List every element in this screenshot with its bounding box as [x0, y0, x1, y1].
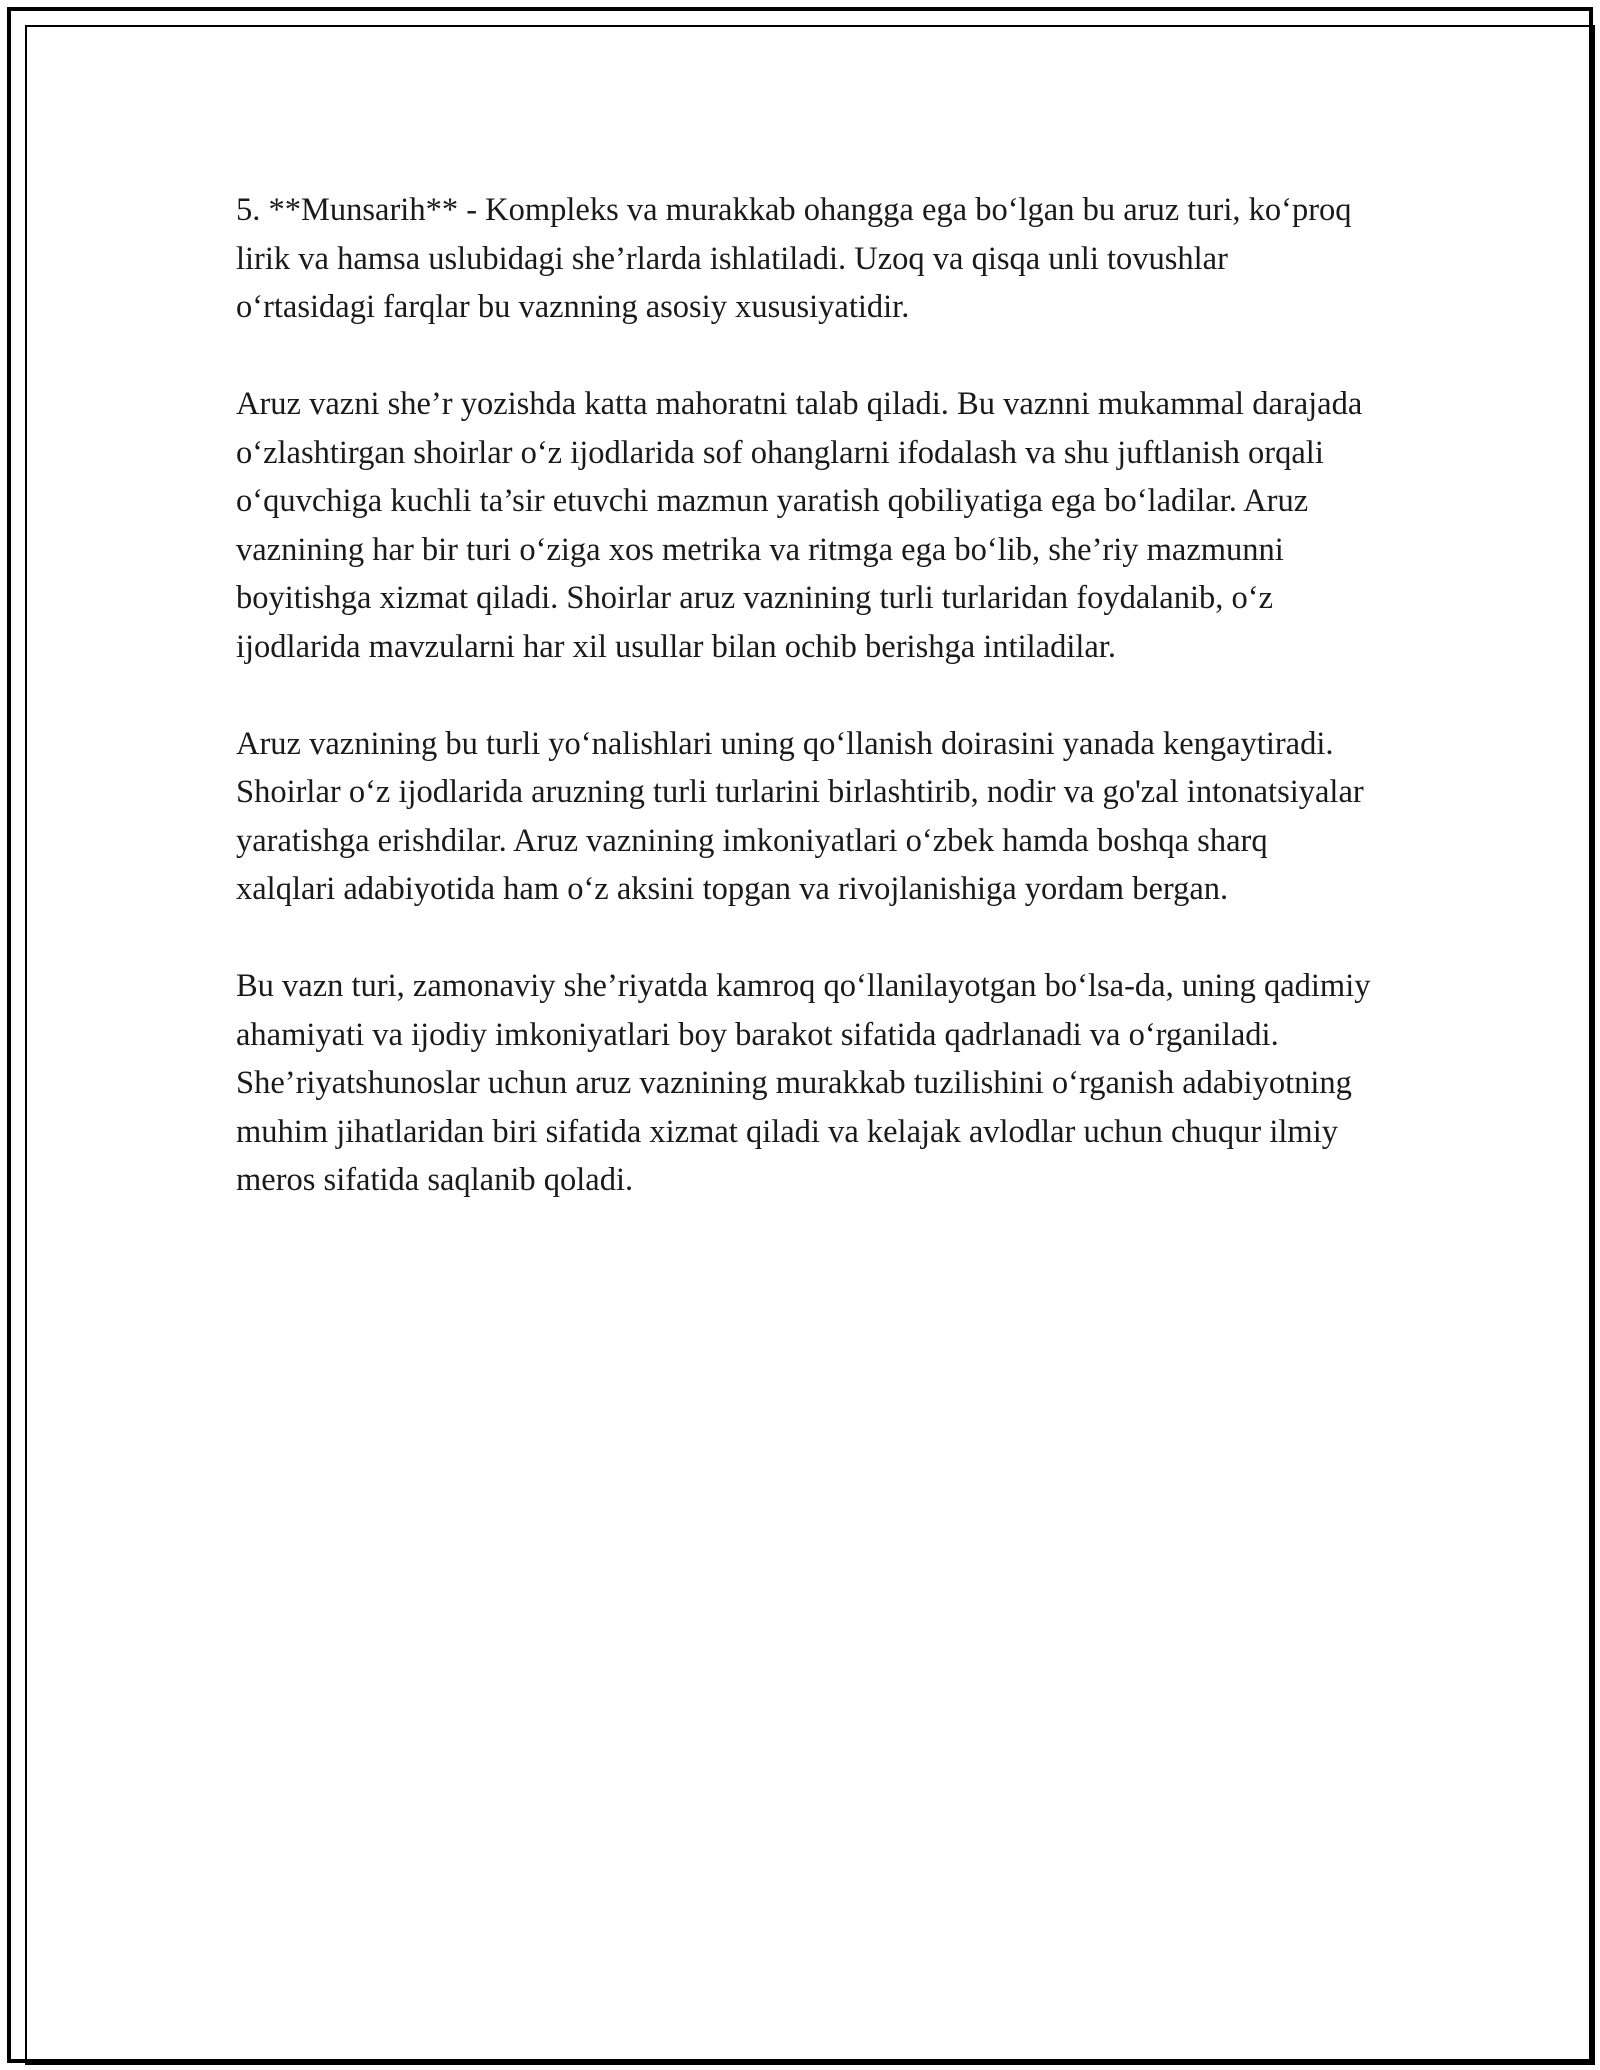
paragraph-aruz-directions: Aruz vaznining bu turli yo‘nalishlari uning qo‘llanish doirasini yanada kengaytiradi. Shoirlar o‘z ijodlarida aruzning turli turlarini birlashtirib, nodir va go'zal intonatsiyalar yaratishga erishdilar. Aruz vaznining imkoniyatlari o‘zbek hamda boshqa sharq xalqlari adabiyotida ham o‘z aksini topgan va rivojlanishiga yordam bergan. [236, 725, 1364, 907]
paragraph-aruz-mastery: Aruz vazni she’r yozishda katta mahoratni talab qiladi. Bu vaznni mukammal darajada o‘zlashtirgan shoirlar o‘z ijodlarida sof ohanglarni ifodalash va shu juftlanish orqali o‘quvchiga kuchli ta’sir etuvchi mazmun yaratish qobiliyatiga ega bo‘ladilar. Aruz vaznining har bir turi o‘ziga xos metrika va ritmga ega bo‘lib, she’riy mazmunni boyitishga xizmat qiladi. Shoirlar aruz vaznining turli turlaridan foydalanib, o‘z ijodlarida mavzularni har xil usullar bilan ochib berishga intiladilar. [236, 386, 1363, 665]
paragraph-munsarih: 5. **Munsarih** - Kompleks va murakkab ohangga ega bo‘lgan bu aruz turi, ko‘proq lirik va hamsa uslubidagi she’rlarda ishlatiladi. Uzoq va qisqa unli tovushlar o‘rtasidagi farqlar bu vaznning asosiy xususiyatidir. [236, 192, 1352, 325]
paragraph-aruz-modern: Bu vazn turi, zamonaviy she’riyatda kamroq qo‘llanilayotgan bo‘lsa-da, uning qadimiy ahamiyati va ijodiy imkoniyatlari boy barakot sifatida qadrlanadi va o‘rganiladi. She’riyatshunoslar uchun aruz vaznining murakkab tuzilishini o‘rganish adabiyotning muhim jihatlaridan biri sifatida xizmat qiladi va kelajak avlodlar uchun chuqur ilmiy meros sifatida saqlanib qoladi. [236, 968, 1371, 1198]
document-body [236, 186, 1374, 1253]
